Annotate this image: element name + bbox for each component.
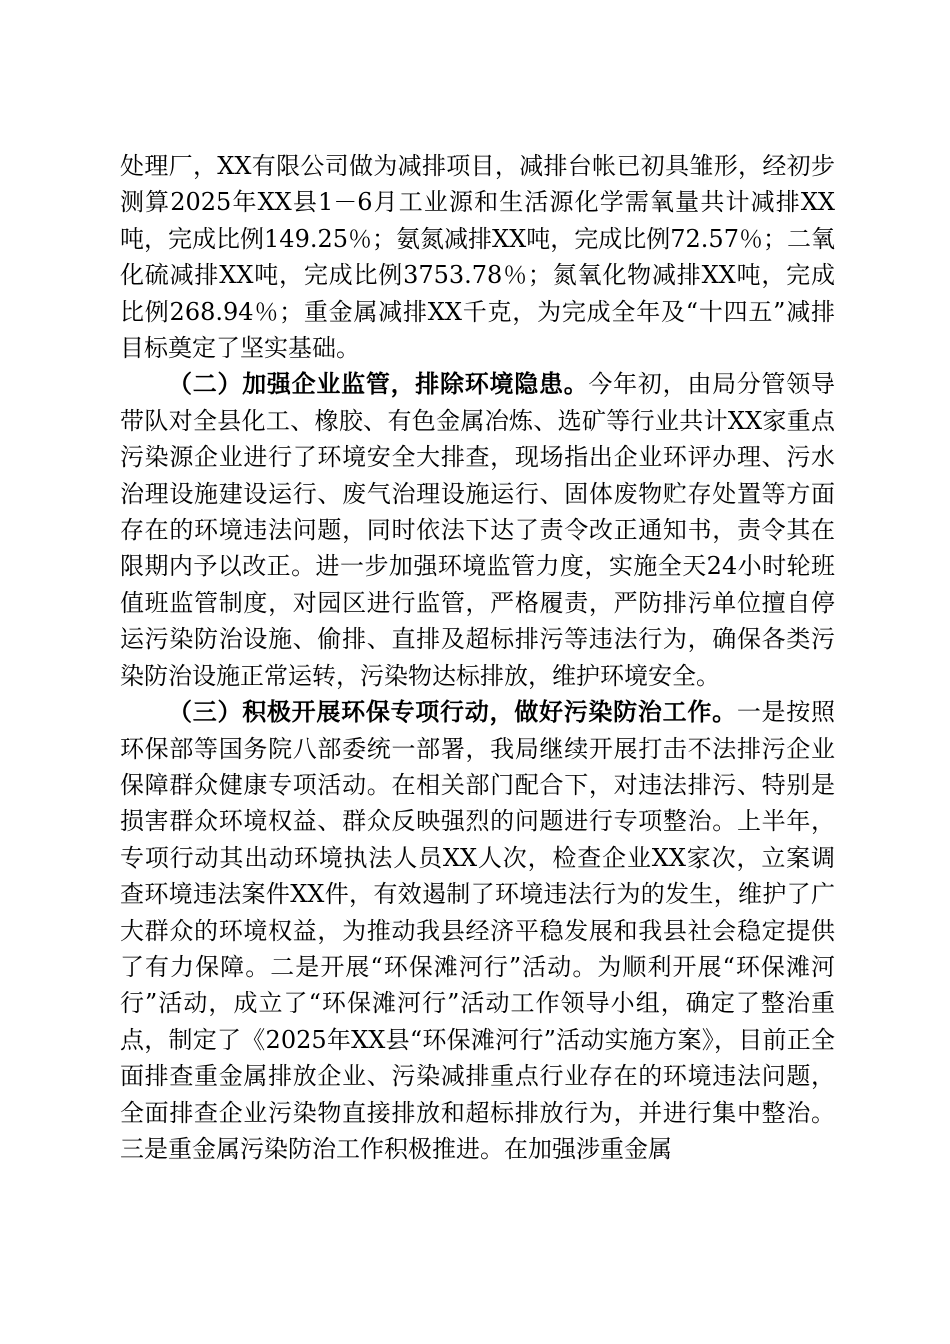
paragraph-1 (120, 148, 835, 366)
paragraph-2 (120, 366, 835, 694)
paragraph-3-heading: （三）积极开展环保专项行动，做好污染防治工作。 (168, 697, 737, 727)
paragraph-3-text: 一是按照环保部等国务院八部委统一部署，我局继续开展打击不法排污企业保障群众健康专项活动。在相关部门配合下，对违法排污、特别是损害群众环境权益、群众反映强烈的问题进行专项整治。上半年，专项行动其出动环境执法人员XX人次，检查企业XX家次，立案调查环境违法案件XX件，有效遏制了环境违法行为的发生，维护了广大群众的环境权益，为推动我县经济平稳发展和我县社会稳定提供了有力保障。二是开展“环保滩河行”活动。为顺利开展“环保滩河行”活动，成立了“环保滩河行”活动工作领导小组，确定了整治重点，制定了《2025年XX县“环保滩河行”活动实施方案》，目前正全面排查重金属排放企业、污染减排重点行业存在的环境违法问题，全面排查企业污染物直接排放和超标排放行为，并进行集中整治。三是重金属污染防治工作积极推进。在加强涉重金属 (120, 698, 836, 1163)
document-body (120, 148, 835, 1167)
paragraph-1-text: 处理厂，XX有限公司做为减排项目，减排台帐已初具雏形，经初步测算2025年XX县1－6月工业源和生活源化学需氧量共计减排XX吨，完成比例149.25％；氨氮减排XX吨，完成比例72.57％；二氧化硫减排XX吨，完成比例3753.78％；氮氧化物减排XX吨，完成比例268.94％；重金属减排XX千克，为完成全年及“十四五”减排目标奠定了坚实基础。 (120, 152, 835, 363)
paragraph-3 (120, 694, 835, 1167)
paragraph-2-text: 今年初，由局分管领导带队对全县化工、橡胶、有色金属冶炼、选矿等行业共计XX家重点污染源企业进行了环境安全大排查，现场指出企业环评办理、污水治理设施建设运行、废气治理设施运行、固体废物贮存处置等方面存在的环境违法问题，同时依法下达了责令改正通知书，责令其在限期内予以改正。进一步加强环境监管力度，实施全天24小时轮班值班监管制度，对园区进行监管，严格履责，严防排污单位擅自停运污染防治设施、偷排、直排及超标排污等违法行为，确保各类污染防治设施正常运转，污染物达标排放，维护环境安全。 (120, 370, 835, 690)
paragraph-2-heading: （二）加强企业监管，排除环境隐患。 (168, 369, 589, 399)
